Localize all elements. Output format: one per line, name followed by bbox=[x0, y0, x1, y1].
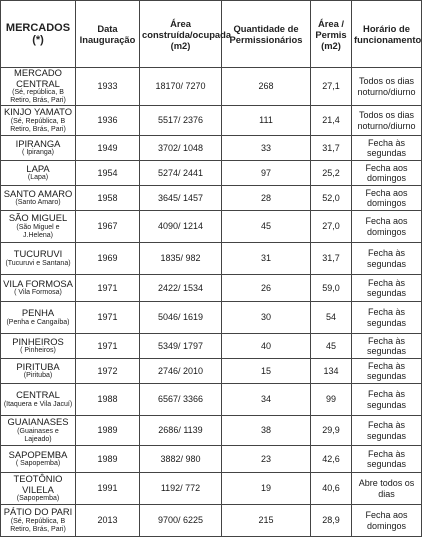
cell-area: 3702/ 1048 bbox=[140, 136, 222, 161]
cell-qty: 33 bbox=[222, 136, 311, 161]
cell-hours: Fecha às segundas bbox=[352, 136, 422, 161]
cell-area: 9700/ 6225 bbox=[140, 505, 222, 537]
market-name: MERCADO CENTRAL bbox=[14, 67, 62, 89]
header-mercados: MERCADOS (*) bbox=[1, 1, 76, 68]
cell-qty: 34 bbox=[222, 384, 311, 416]
cell-area: 6567/ 3366 bbox=[140, 384, 222, 416]
market-name: CENTRAL bbox=[16, 389, 60, 401]
market-name: PENHA bbox=[21, 307, 55, 319]
cell-year: 1971 bbox=[76, 275, 140, 302]
cell-area: 3645/ 1457 bbox=[140, 186, 222, 211]
cell-hours: Fecha aos domingos bbox=[352, 505, 422, 537]
cell-hours: Fecha às segundas bbox=[352, 359, 422, 384]
market-name: SANTO AMARO bbox=[3, 187, 73, 199]
cell-qty: 30 bbox=[222, 302, 311, 334]
market-districts: (Lapa) bbox=[27, 174, 49, 182]
market-districts: (São Miguel e J.Helena) bbox=[16, 223, 60, 239]
cell-ratio: 40,6 bbox=[311, 473, 352, 505]
cell-ratio: 31,7 bbox=[311, 136, 352, 161]
cell-mercado bbox=[1, 186, 76, 211]
cell-qty: 268 bbox=[222, 68, 311, 106]
cell-hours: Fecha aos domingos bbox=[352, 161, 422, 186]
cell-mercado bbox=[1, 384, 76, 416]
cell-mercado bbox=[1, 275, 76, 302]
cell-hours: Fecha às segundas bbox=[352, 384, 422, 416]
table-row bbox=[1, 473, 422, 505]
cell-ratio: 45 bbox=[311, 334, 352, 359]
cell-hours: Fecha aos domingos bbox=[352, 211, 422, 243]
cell-area: 5274/ 2441 bbox=[140, 161, 222, 186]
cell-mercado bbox=[1, 359, 76, 384]
cell-hours: Fecha às segundas bbox=[352, 275, 422, 302]
table-row bbox=[1, 359, 422, 384]
cell-hours: Fecha às segundas bbox=[352, 334, 422, 359]
table-row bbox=[1, 446, 422, 473]
cell-qty: 40 bbox=[222, 334, 311, 359]
cell-area: 1192/ 772 bbox=[140, 473, 222, 505]
cell-mercado bbox=[1, 106, 76, 136]
table-row bbox=[1, 384, 422, 416]
cell-ratio: 31,7 bbox=[311, 243, 352, 275]
cell-year: 1971 bbox=[76, 302, 140, 334]
cell-ratio: 27,0 bbox=[311, 211, 352, 243]
header-data-inauguracao: Data Inauguração bbox=[76, 1, 140, 68]
market-name: TUCURUVI bbox=[13, 248, 63, 260]
cell-year: 1933 bbox=[76, 68, 140, 106]
market-name: TEOTÔNIO VILELA bbox=[13, 473, 63, 495]
cell-ratio: 21,4 bbox=[311, 106, 352, 136]
cell-qty: 38 bbox=[222, 416, 311, 446]
table-row bbox=[1, 302, 422, 334]
market-name: SAPOPEMBA bbox=[8, 448, 68, 460]
market-districts: (Tucuruvi e Santana) bbox=[5, 259, 71, 267]
cell-qty: 111 bbox=[222, 106, 311, 136]
market-name: IPIRANGA bbox=[15, 137, 61, 149]
table-row bbox=[1, 186, 422, 211]
header-area-permis: Área / Permis (m2) bbox=[311, 1, 352, 68]
market-districts: (Penha e Cangaíba) bbox=[6, 318, 70, 326]
table-row bbox=[1, 416, 422, 446]
cell-mercado bbox=[1, 446, 76, 473]
cell-mercado bbox=[1, 505, 76, 537]
market-districts: (Itaquera e Vila Jacuí) bbox=[3, 400, 73, 408]
header-area: Área construída/ocupada (m2) bbox=[140, 1, 222, 68]
cell-ratio: 99 bbox=[311, 384, 352, 416]
cell-hours: Abre todos os dias bbox=[352, 473, 422, 505]
cell-hours: Fecha aos domingos bbox=[352, 186, 422, 211]
cell-area: 5349/ 1797 bbox=[140, 334, 222, 359]
market-name: PINHEIROS bbox=[12, 335, 64, 347]
cell-hours: Todos os dias noturno/diurno bbox=[352, 106, 422, 136]
cell-year: 1989 bbox=[76, 416, 140, 446]
cell-ratio: 42,6 bbox=[311, 446, 352, 473]
market-districts: (Sapopemba) bbox=[16, 495, 60, 502]
market-districts: ( Ipiranga) bbox=[22, 149, 54, 157]
cell-ratio: 59,0 bbox=[311, 275, 352, 302]
cell-mercado bbox=[1, 211, 76, 243]
cell-area: 2746/ 2010 bbox=[140, 359, 222, 384]
cell-hours: Fecha às segundas bbox=[352, 243, 422, 275]
cell-ratio: 25,2 bbox=[311, 161, 352, 186]
market-districts: ( Vila Formosa) bbox=[14, 289, 62, 297]
table-row bbox=[1, 211, 422, 243]
market-districts: ( Pinheiros) bbox=[20, 347, 56, 355]
cell-year: 1958 bbox=[76, 186, 140, 211]
market-name: LAPA bbox=[26, 162, 50, 174]
cell-year: 2013 bbox=[76, 505, 140, 537]
cell-qty: 15 bbox=[222, 359, 311, 384]
market-districts: (Sé, República, B Retiro, Brás, Pari) bbox=[10, 117, 66, 133]
header-horario: Horário de funcionamento bbox=[352, 1, 422, 68]
cell-mercado bbox=[1, 416, 76, 446]
header-quantidade: Quantidade de Permissionários bbox=[222, 1, 311, 68]
table-row bbox=[1, 334, 422, 359]
cell-qty: 45 bbox=[222, 211, 311, 243]
cell-mercado bbox=[1, 334, 76, 359]
cell-qty: 28 bbox=[222, 186, 311, 211]
market-districts: (Sé, República, B Retiro, Brás, Pari) bbox=[10, 517, 66, 533]
cell-area: 2686/ 1139 bbox=[140, 416, 222, 446]
table-row bbox=[1, 161, 422, 186]
cell-ratio: 29,9 bbox=[311, 416, 352, 446]
cell-hours: Fecha às segundas bbox=[352, 416, 422, 446]
table-row bbox=[1, 68, 422, 106]
market-name: VILA FORMOSA bbox=[3, 277, 73, 289]
cell-ratio: 134 bbox=[311, 359, 352, 384]
market-name: KINJO YAMATO bbox=[3, 106, 73, 118]
cell-ratio: 52,0 bbox=[311, 186, 352, 211]
market-districts: (Santo Amaro) bbox=[15, 199, 61, 207]
cell-ratio: 27,1 bbox=[311, 68, 352, 106]
cell-year: 1972 bbox=[76, 359, 140, 384]
cell-mercado bbox=[1, 243, 76, 275]
market-districts: (Pirituba) bbox=[23, 372, 53, 380]
cell-mercado bbox=[1, 302, 76, 334]
cell-mercado bbox=[1, 161, 76, 186]
table-row bbox=[1, 136, 422, 161]
cell-qty: 26 bbox=[222, 275, 311, 302]
cell-qty: 97 bbox=[222, 161, 311, 186]
cell-ratio: 28,9 bbox=[311, 505, 352, 537]
header-row bbox=[1, 1, 422, 68]
market-districts: (Sé, república, B Retiro, Brás, Pari) bbox=[10, 89, 66, 104]
table-row bbox=[1, 106, 422, 136]
market-name: SÃO MIGUEL bbox=[8, 212, 68, 224]
cell-qty: 23 bbox=[222, 446, 311, 473]
cell-mercado bbox=[1, 136, 76, 161]
cell-year: 1949 bbox=[76, 136, 140, 161]
cell-year: 1988 bbox=[76, 384, 140, 416]
cell-area: 1835/ 982 bbox=[140, 243, 222, 275]
market-districts: ( Sapopemba) bbox=[15, 460, 61, 468]
cell-year: 1936 bbox=[76, 106, 140, 136]
cell-hours: Todos os dias noturno/diurno bbox=[352, 68, 422, 106]
cell-area: 2422/ 1534 bbox=[140, 275, 222, 302]
cell-year: 1967 bbox=[76, 211, 140, 243]
cell-area: 4090/ 1214 bbox=[140, 211, 222, 243]
cell-area: 3882/ 980 bbox=[140, 446, 222, 473]
cell-year: 1991 bbox=[76, 473, 140, 505]
table-body bbox=[1, 68, 422, 537]
cell-hours: Fecha às segundas bbox=[352, 446, 422, 473]
cell-qty: 215 bbox=[222, 505, 311, 537]
market-name: PIRITUBA bbox=[16, 360, 60, 372]
cell-year: 1969 bbox=[76, 243, 140, 275]
table-row bbox=[1, 505, 422, 537]
cell-year: 1954 bbox=[76, 161, 140, 186]
cell-year: 1971 bbox=[76, 334, 140, 359]
cell-area: 18170/ 7270 bbox=[140, 68, 222, 106]
cell-area: 5517/ 2376 bbox=[140, 106, 222, 136]
market-name: GUAIANASES bbox=[7, 416, 69, 428]
table-row bbox=[1, 243, 422, 275]
cell-hours: Fecha às segundas bbox=[352, 302, 422, 334]
table-row bbox=[1, 275, 422, 302]
market-districts: (Guainases e Lajeado) bbox=[17, 427, 59, 443]
market-name: PÁTIO DO PARI bbox=[3, 506, 73, 518]
cell-mercado bbox=[1, 68, 76, 106]
cell-year: 1989 bbox=[76, 446, 140, 473]
cell-area: 5046/ 1619 bbox=[140, 302, 222, 334]
cell-qty: 31 bbox=[222, 243, 311, 275]
cell-qty: 19 bbox=[222, 473, 311, 505]
cell-ratio: 54 bbox=[311, 302, 352, 334]
cell-mercado bbox=[1, 473, 76, 505]
